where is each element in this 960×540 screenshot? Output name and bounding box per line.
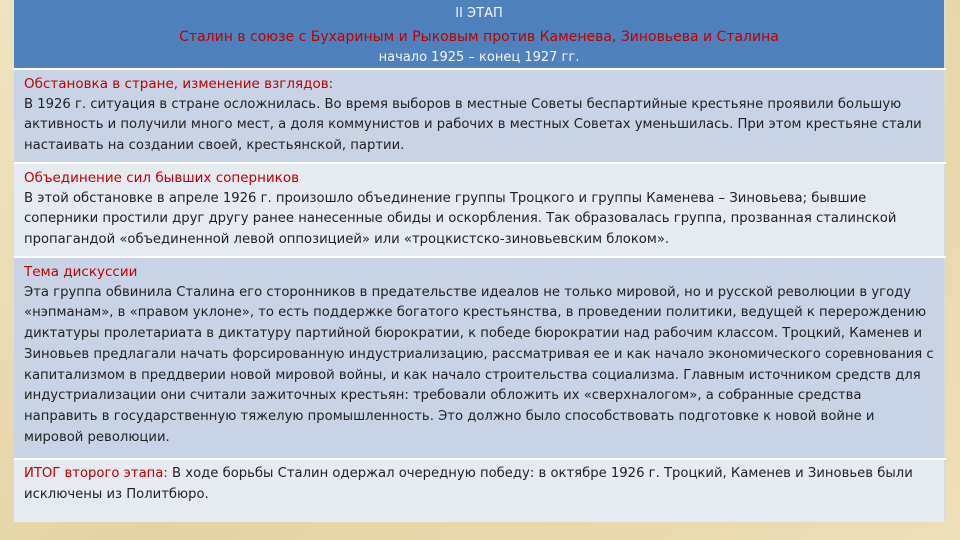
slide bbox=[14, 0, 948, 540]
section-union bbox=[14, 164, 946, 258]
stage-title: II ЭТАП bbox=[455, 6, 503, 21]
section-text: В этой обстановке в апреле 1926 г. произошло объединение группы Троцкого и группы Каменева – Зиновьева; бывшие соперники простили друг другу ранее нанесенные обиды и оскорбления. Так образовалась группа, прозванная сталинской пропагандой «объединенной левой оппозицией» или «троцкистско-зиновьевским блоком». bbox=[24, 190, 897, 248]
section-title: Обстановка в стране, изменение взглядов: bbox=[24, 76, 334, 92]
header-banner bbox=[14, 0, 946, 70]
section-result-text bbox=[24, 464, 934, 505]
section-title: Объединение сил бывших соперников bbox=[24, 170, 300, 186]
section-text: Эта группа обвинила Сталина его сторонников в предательстве идеалов не только мировой, но и русской революции в угоду «нэпманам», в «правом уклоне», то есть поддержке богатого крестьянства, в проведении политики, ведущей к перерождению диктатуры пролетариата в диктатуру партийной бюрократии, к победе бюрократии над рабочим классом. Троцкий, Каменев и Зиновьев предлагали начать форсированную индустриализацию, рассматривая ее и как начало экономического соревнования с капитализмом в преддверии новой мировой войны, и как начало строительства социализма. Главным источником средств для индустриализации они считали зажиточных крестьян: требовали обложить их «сверхналогом», а собранные средства направить в государственную тяжелую промышленность. Это должно было способствовать подготовке к новой войне и мировой революции. bbox=[24, 284, 934, 445]
section-text: В 1926 г. ситуация в стране осложнилась. Во время выборов в местные Советы беспартийные крестьяне проявили большую активность и получили много мест, а доля коммунистов и рабочих в местных Советах уменьшилась. При этом крестьяне стали настаивать на создании своей, крестьянской, партии. bbox=[24, 96, 922, 154]
section-discussion bbox=[14, 258, 946, 460]
section-text: В ходе борьбы Сталин одержал очередную победу: в октябре 1926 г. Троцкий, Каменев и Зиновьев были исключены из Политбюро. bbox=[24, 466, 913, 502]
stage-period: начало 1925 – конец 1927 гг. bbox=[378, 50, 580, 65]
section-title: Тема дискуссии bbox=[24, 264, 138, 280]
section-situation bbox=[14, 70, 946, 164]
section-result bbox=[14, 460, 946, 522]
stage-subtitle: Сталин в союзе с Бухариным и Рыковым против Каменева, Зиновьева и Сталина bbox=[179, 29, 779, 45]
section-title: ИТОГ второго этапа: bbox=[24, 466, 168, 481]
